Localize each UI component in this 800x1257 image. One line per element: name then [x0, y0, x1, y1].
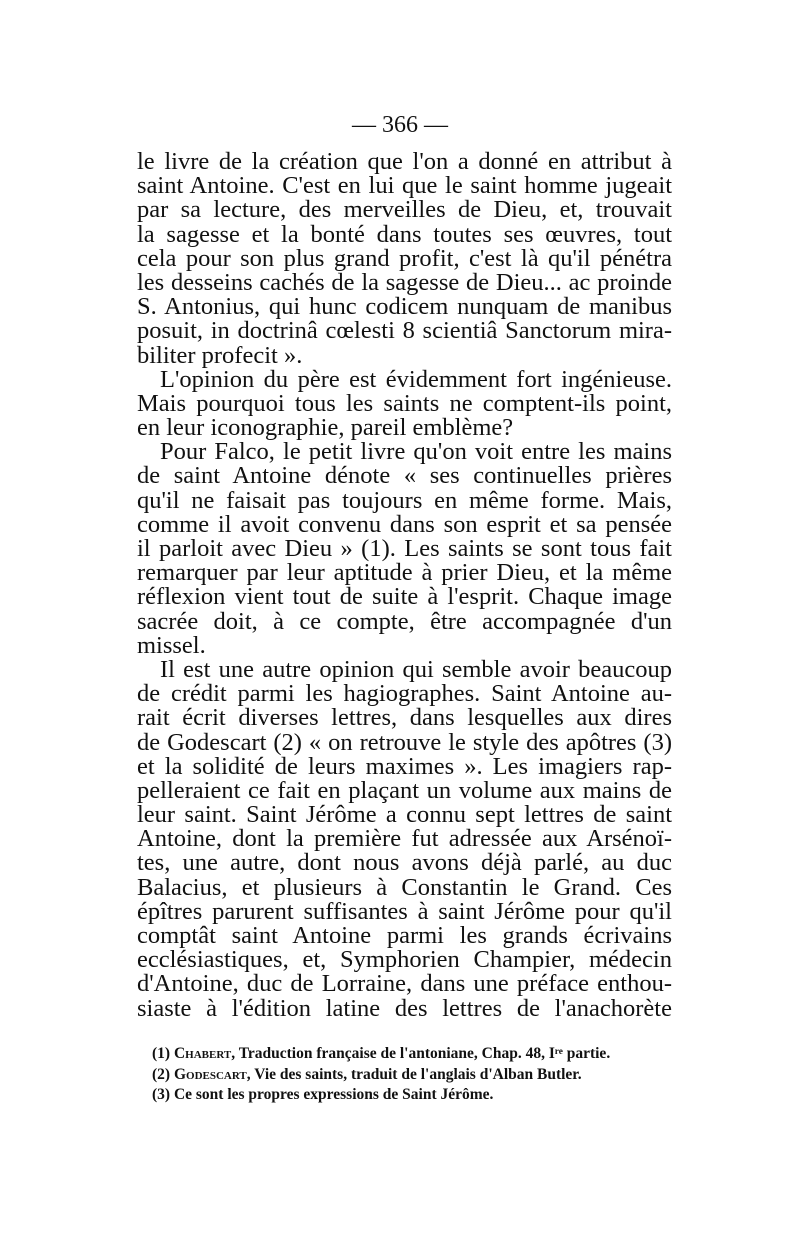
text-line: les desseins cachés de la sagesse de Dieu... ac proinde: [137, 268, 672, 296]
text-line: Pour Falco, le petit livre qu'on voit entre les mains: [160, 438, 672, 466]
text-line: missel.: [137, 631, 206, 659]
text-line: le livre de la création que l'on a donné en attribut à: [137, 148, 672, 175]
text-line: L'opinion du père est évidemment fort ingénieuse.: [160, 365, 672, 393]
footnote-marker: (3): [152, 1086, 171, 1103]
footnote: [152, 1085, 672, 1106]
text-line: il parloit avec Dieu » (1). Les saints se sont tous fait: [137, 535, 672, 562]
footnote-text: , Traduction française de l'antoniane, Chap. 48, Iʳᵉ partie.: [231, 1045, 611, 1062]
text-line: et la solidité de leurs maximes ». Les imagiers rap-: [137, 752, 672, 780]
text-line: en leur iconographie, pareil emblème?: [137, 414, 514, 442]
footnote: [152, 1044, 672, 1065]
text-line: leur saint. Saint Jérôme a connu sept lettres de saint: [137, 801, 672, 829]
text-line: réflexion vient tout de suite à l'esprit. Chaque image: [137, 583, 672, 611]
text-line: biliter profecit ».: [137, 341, 303, 369]
text-line: Balacius, et plusieurs à Constantin le Grand. Ces: [137, 873, 672, 901]
text-line: cela pour son plus grand profit, c'est là qu'il pénétra: [137, 244, 672, 272]
footnote-author: Chabert: [173, 1045, 232, 1062]
text-line: la sagesse et la bonté dans toutes ses œuvres, tout: [137, 220, 672, 248]
text-line: remarquer par leur aptitude à prier Dieu, et la même: [137, 559, 672, 587]
text-line: S. Antonius, qui hunc codicem nunquam de manibus: [137, 293, 672, 321]
text-line: comme il avoit convenu dans son esprit et sa pensée: [137, 510, 672, 538]
text-line: Il est une autre opinion qui semble avoir beaucoup: [160, 655, 672, 683]
body-text: [137, 150, 672, 1021]
text-line: d'Antoine, duc de Lorraine, dans une préface enthou-: [137, 970, 672, 998]
footnote-text: Ce sont les propres expressions de Saint Jérôme.: [173, 1086, 494, 1103]
text-line: de Godescart (2) « on retrouve le style des apôtres (3): [137, 728, 672, 756]
text-line: saint Antoine. C'est en lui que le saint homme jugeait: [137, 172, 672, 200]
text-line: pelleraient ce fait en plaçant un volume aux mains de: [137, 776, 672, 804]
text-line: tes, une autre, dont nous avons déjà parlé, au duc: [137, 849, 672, 877]
text-line: Mais pourquoi tous les saints ne comptent-ils point,: [137, 389, 672, 417]
text-line: de saint Antoine dénote « ses continuelles prières: [137, 462, 672, 490]
text-line: qu'il ne faisait pas toujours en même forme. Mais,: [137, 486, 672, 514]
text-line: épîtres parurent suffisantes à saint Jérôme pour qu'il: [137, 897, 672, 925]
footnote: [152, 1065, 672, 1086]
footnote-author: Godescart: [173, 1065, 247, 1083]
footnote-marker: (1): [152, 1045, 171, 1062]
text-line: posuit, in doctrinâ cœlesti 8 scientiâ Sanctorum mira-: [137, 317, 672, 345]
footnotes: [152, 1044, 672, 1106]
page-number: — 366 —: [352, 112, 448, 138]
text-line: Antoine, dont la première fut adressée aux Arsénoï-: [137, 825, 672, 853]
text-line: siaste à l'édition latine des lettres de l'anachorète: [137, 994, 672, 1022]
text-line: sacrée doit, à ce compte, être accompagnée d'un: [137, 607, 672, 635]
footnote-marker: (2): [152, 1065, 171, 1083]
text-line: ecclésiastiques, et, Symphorien Champier, médecin: [137, 946, 672, 974]
text-line: par sa lecture, des merveilles de Dieu, et, trouvait: [137, 196, 672, 224]
text-line: rait écrit diverses lettres, dans lesquelles aux dires: [137, 704, 672, 732]
text-line: de crédit parmi les hagiographes. Saint Antoine au-: [137, 680, 672, 708]
footnote-text: , Vie des saints, traduit de l'anglais d'Alban Butler.: [246, 1065, 582, 1083]
text-line: comptât saint Antoine parmi les grands écrivains: [137, 922, 672, 949]
